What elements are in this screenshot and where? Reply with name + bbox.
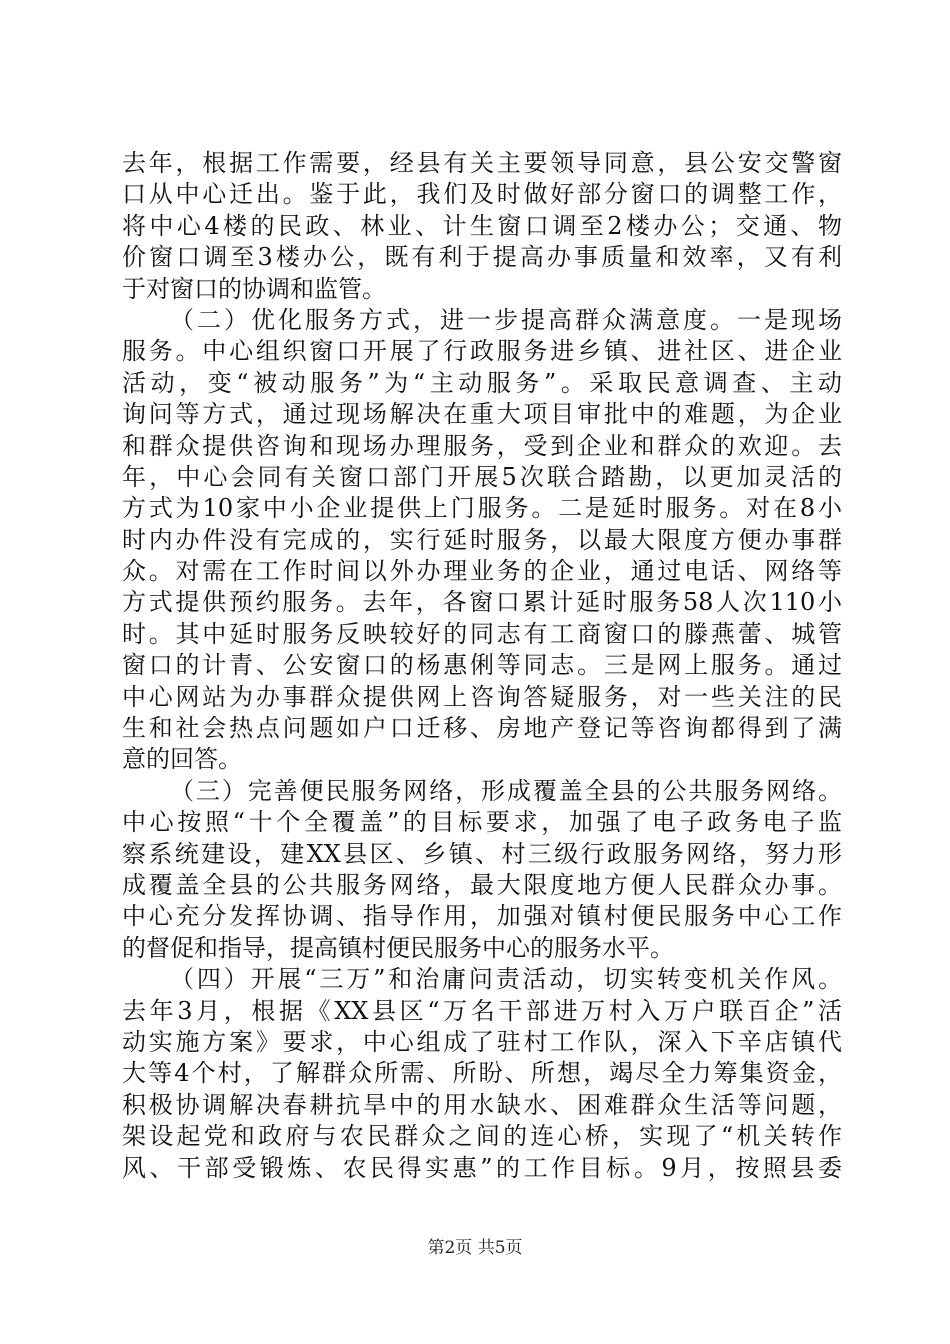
text-line: 架设起党和政府与农民群众之间的连心桥，实现了“机关转作 bbox=[122, 1122, 842, 1151]
text-line: 的督促和指导，提高镇村便民服务中心的服务水平。 bbox=[122, 933, 674, 962]
document-body bbox=[122, 148, 842, 1184]
text-line: 中心网站为办事群众提供网上咨询答疑服务，对一些关注的民 bbox=[122, 682, 842, 711]
text-line: 询问等方式，通过现场解决在重大项目审批中的难题，为企业 bbox=[122, 400, 842, 429]
text-line: 年，中心会同有关窗口部门开展5次联合踏勘，以更加灵活的 bbox=[122, 462, 842, 491]
text-line: 察系统建设，建XX县区、乡镇、村三级行政服务网络，努力形 bbox=[122, 839, 842, 868]
text-line: 去年，根据工作需要，经县有关主要领导同意，县公安交警窗 bbox=[122, 149, 842, 177]
text-line: 时。其中延时服务反映较好的同志有工商窗口的滕燕蕾、城管 bbox=[122, 619, 842, 648]
text-line: （二）优化服务方式，进一步提高群众满意度。一是现场 bbox=[170, 305, 842, 334]
text-line: 窗口的计青、公安窗口的杨惠俐等同志。三是网上服务。通过 bbox=[122, 651, 842, 680]
text-line: 意的回答。 bbox=[122, 745, 242, 774]
text-line: 口从中心迁出。鉴于此，我们及时做好部分窗口的调整工作， bbox=[122, 180, 842, 209]
text-line: （四）开展“三万”和治庸问责活动，切实转变机关作风。 bbox=[170, 965, 842, 994]
text-line: 方式提供预约服务。去年，各窗口累计延时服务58人次110小 bbox=[122, 588, 842, 617]
text-line: 将中心4楼的民政、林业、计生窗口调至2楼办公；交通、物 bbox=[122, 211, 842, 240]
text-line: 中心按照“十个全覆盖”的目标要求，加强了电子政务电子监 bbox=[122, 808, 842, 837]
page-number-footer: 第2页 共5页 bbox=[427, 1238, 523, 1258]
text-line: 于对窗口的协调和监管。 bbox=[122, 274, 386, 303]
text-line: 动实施方案》要求，中心组成了驻村工作队，深入下辛店镇代 bbox=[122, 1027, 842, 1056]
text-line: 时内办件没有完成的，实行延时服务，以最大限度方便办事群 bbox=[122, 525, 842, 554]
text-line: 大等4个村，了解群众所需、所盼、所想，竭尽全力筹集资金， bbox=[122, 1059, 842, 1088]
text-line: 服务。中心组织窗口开展了行政服务进乡镇、进社区、进企业 bbox=[122, 337, 842, 366]
text-line: 方式为10家中小企业提供上门服务。二是延时服务。对在8小 bbox=[122, 494, 842, 523]
text-line: 成覆盖全县的公共服务网络，最大限度地方便人民群众办事。 bbox=[122, 870, 842, 899]
text-line: 和群众提供咨询和现场办理服务，受到企业和群众的欢迎。去 bbox=[122, 431, 842, 460]
text-line: （三）完善便民服务网络，形成覆盖全县的公共服务网络。 bbox=[170, 776, 842, 805]
text-line: 积极协调解决春耕抗旱中的用水缺水、困难群众生活等问题， bbox=[122, 1090, 842, 1119]
text-line: 价窗口调至3楼办公，既有利于提高办事质量和效率，又有利 bbox=[122, 243, 842, 272]
text-line: 生和社会热点问题如户口迁移、房地产登记等咨询都得到了满 bbox=[122, 714, 842, 743]
text-line: 中心充分发挥协调、指导作用，加强对镇村便民服务中心工作 bbox=[122, 902, 842, 931]
text-line: 风、干部受锻炼、农民得实惠”的工作目标。9月，按照县委 bbox=[122, 1153, 842, 1182]
text-line: 众。对需在工作时间以外办理业务的企业，通过电话、网络等 bbox=[122, 557, 842, 586]
text-line: 活动，变“被动服务”为“主动服务”。采取民意调查、主动 bbox=[122, 368, 842, 397]
text-line: 去年3月，根据《XX县区“万名干部进万村入万户联百企”活 bbox=[122, 996, 842, 1025]
